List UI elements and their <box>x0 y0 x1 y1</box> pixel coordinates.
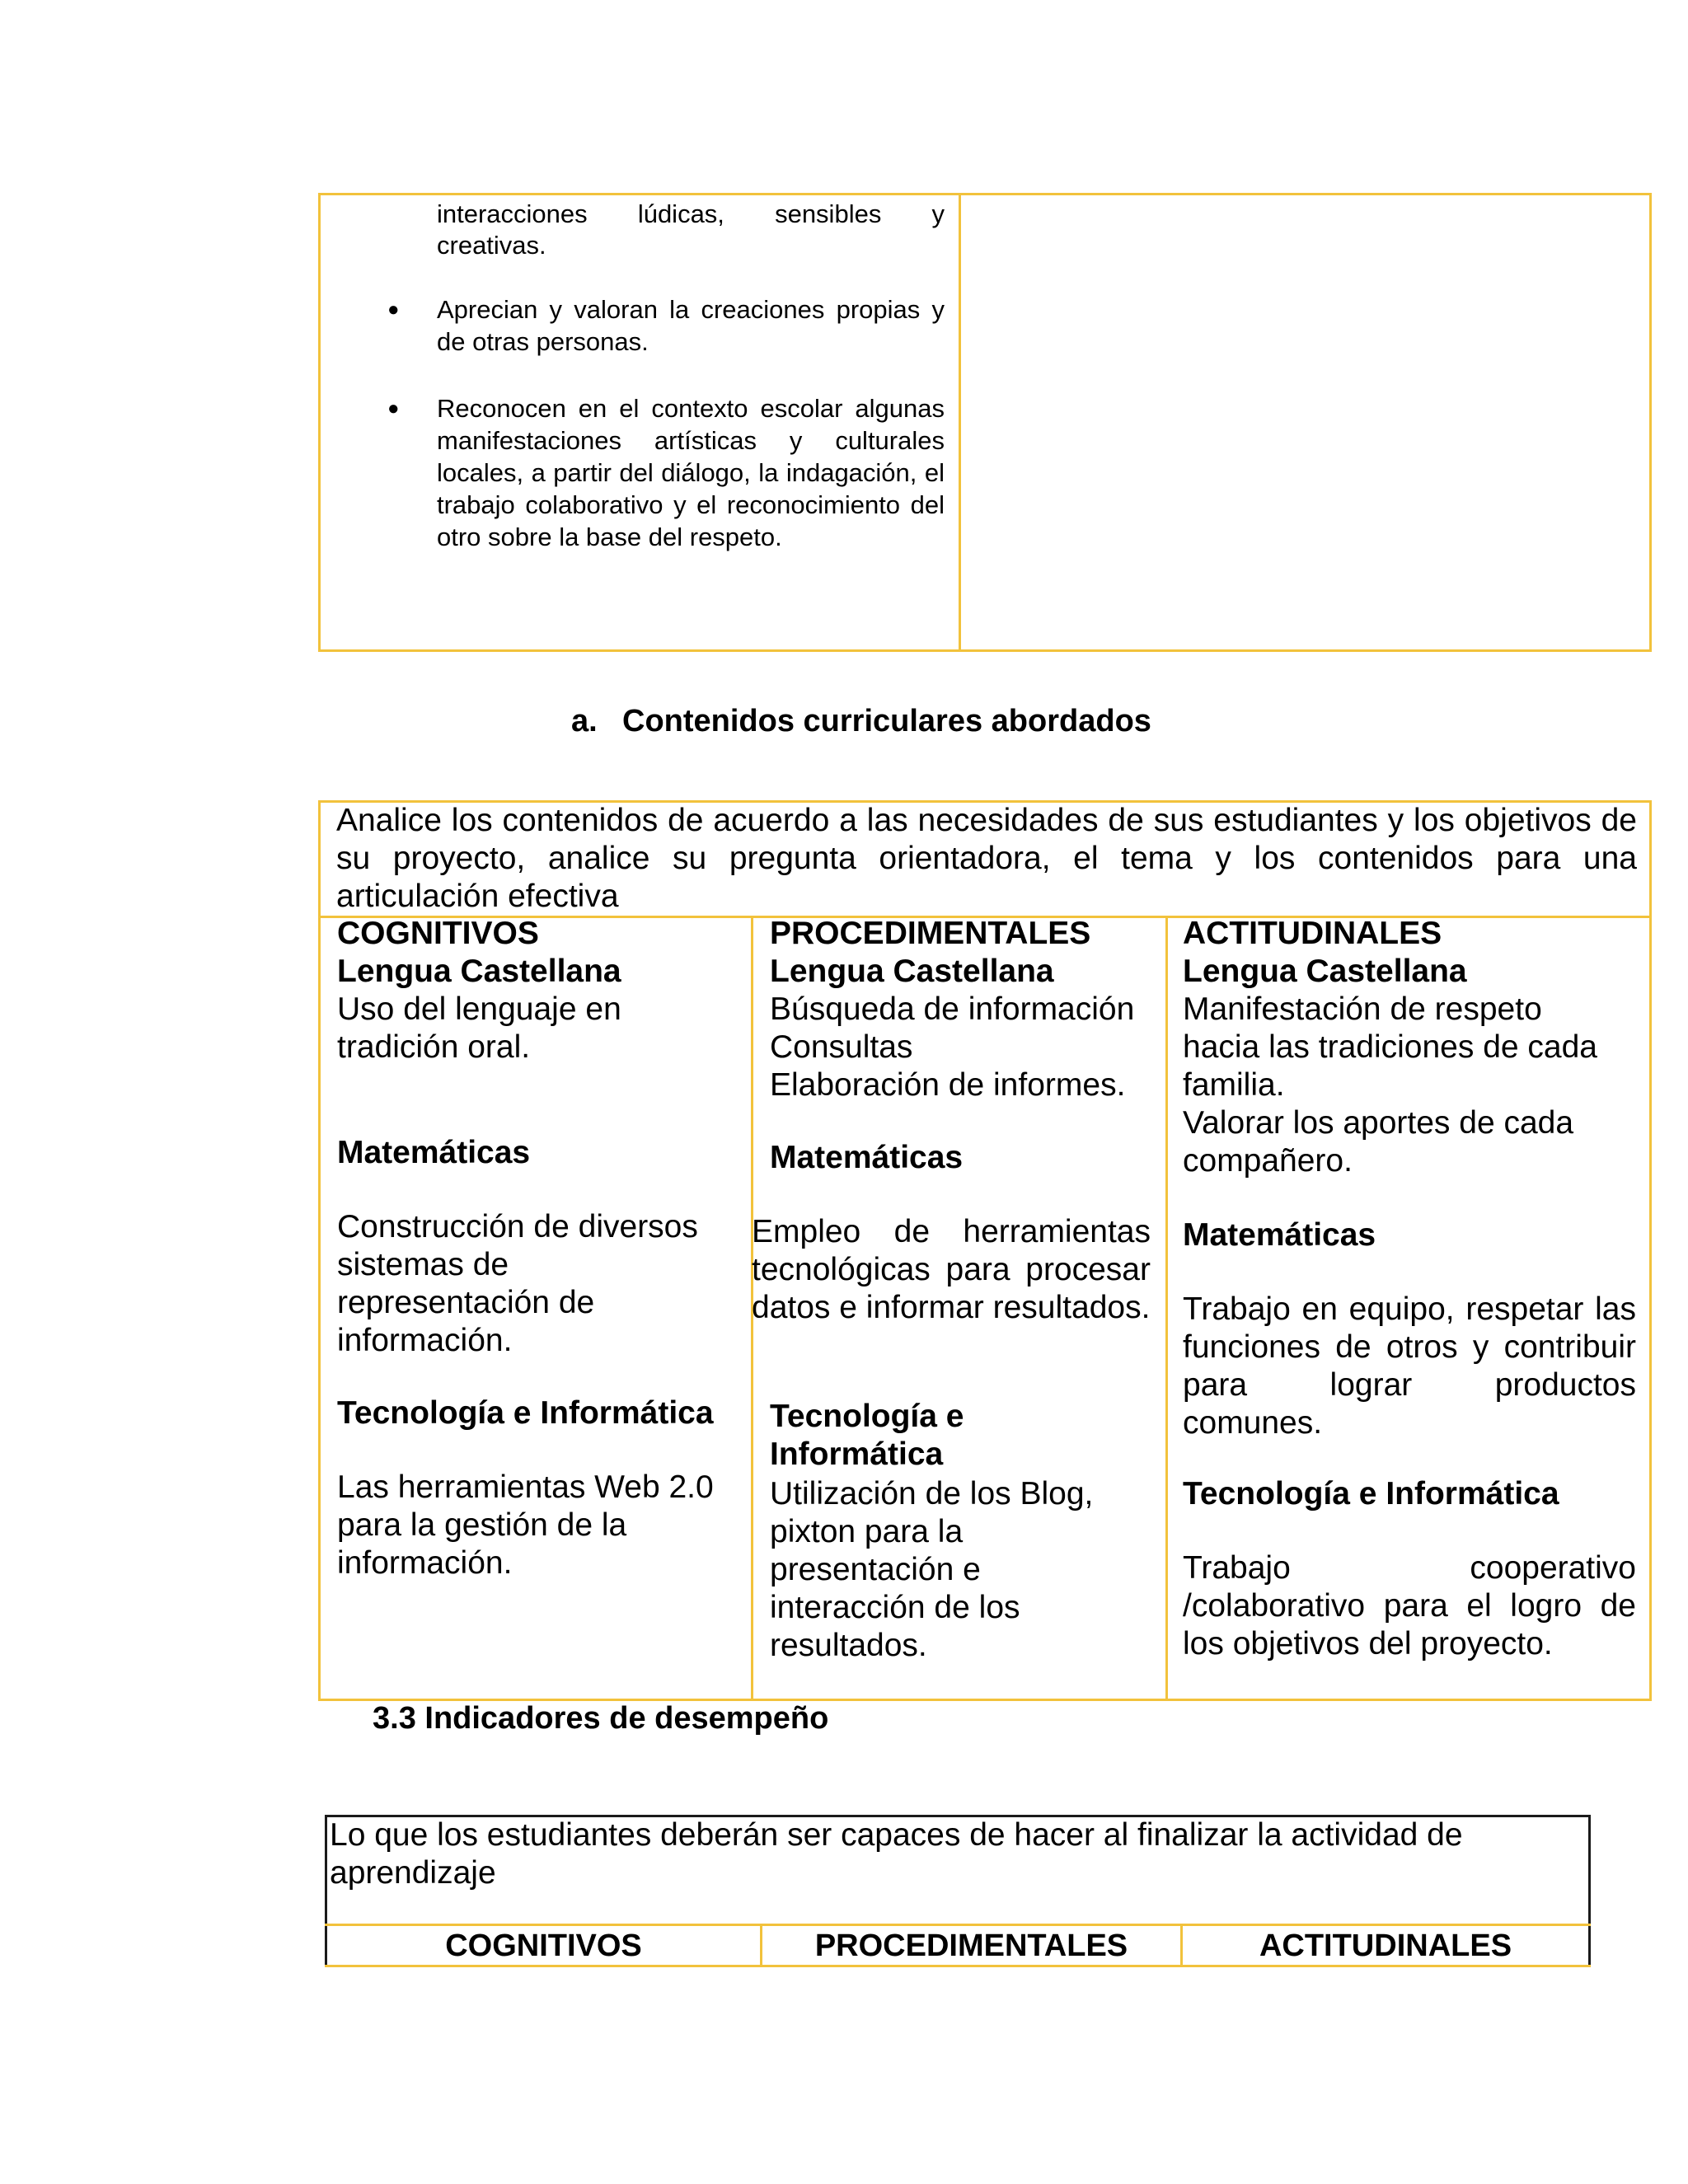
col-actitudinales-header: ACTITUDINALES <box>1183 916 1442 951</box>
col-actitudinales-lengua-text-1: Manifestación de respeto hacia las tradiciones de cada familia. <box>1183 991 1597 1103</box>
col-cognitivos-mat-title: Matemáticas <box>337 1135 531 1170</box>
section-33-title: 3.3 Indicadores de desempeño <box>373 1701 829 1736</box>
contents-intro: Analice los contenidos de acuerdo a las necesidades de sus estudiantes y los objetivos de su proyecto, analice su pregunta orientadora, el tema y los contenidos para una articulación efectiva <box>336 803 1637 914</box>
col-actitudinales-mat-text: Trabajo en equipo, respetar las funciones de otros y contribuir para lograr productos comunes. <box>1183 1291 1636 1441</box>
col-procedimentales-lengua-text-1: Búsqueda de información <box>770 991 1135 1027</box>
col-cognitivos-mat-text: Construcción de diversos sistemas de representación de información. <box>337 1209 698 1358</box>
top-table-item-3: Reconocen en el contexto escolar algunas manifestaciones artísticas y culturales locales, a partir del diálogo, la indagación, el trabajo colaborativo y el reconocimiento del otro sobre la base del respeto. <box>437 394 945 551</box>
col-procedimentales-mat-text: Empleo de herramientas tecnológicas para procesar datos e informar resultados. <box>752 1214 1151 1325</box>
col-cognitivos-tec-title: Tecnología e Informática <box>337 1395 714 1431</box>
col-cognitivos-lengua-text: Uso del lenguaje en tradición oral. <box>337 991 621 1065</box>
line1-word: lúdicas, <box>637 199 724 228</box>
col-procedimentales-lengua-text-2: Consultas <box>770 1029 913 1065</box>
top-table-divider <box>959 193 961 652</box>
col-cognitivos-lengua-title: Lengua Castellana <box>337 954 621 989</box>
top-table-line1-end: creativas. <box>437 231 546 260</box>
indicators-intro: Lo que los estudiantes deberán ser capaces de hacer al finalizar la actividad de aprendizaje <box>330 1817 1463 1891</box>
top-table-line1 <box>437 198 945 230</box>
col-actitudinales-tec-title: Tecnología e Informática <box>1183 1476 1559 1511</box>
col-actitudinales-mat-title: Matemáticas <box>1183 1217 1376 1253</box>
col-procedimentales-lengua-title: Lengua Castellana <box>770 954 1054 989</box>
col-procedimentales-header: PROCEDIMENTALES <box>770 916 1091 951</box>
line1-word: interacciones <box>437 199 588 228</box>
col-procedimentales-tec-text: Utilización de los Blog, pixton para la presentación e interacción de los resultados. <box>770 1476 1094 1663</box>
col-actitudinales-lengua-text-2: Valorar los aportes de cada compañero. <box>1183 1105 1574 1179</box>
col-procedimentales-mat-title: Matemáticas <box>770 1140 964 1175</box>
col-cognitivos-tec-text: Las herramientas Web 2.0 para la gestión de la información. <box>337 1469 714 1581</box>
top-table-item-2: Aprecian y valoran la creaciones propias y de otras personas. <box>437 295 945 356</box>
bullet-icon: ● <box>387 298 400 321</box>
line1-word: y <box>931 199 945 228</box>
col-procedimentales-lengua-text-3: Elaboración de informes. <box>770 1067 1126 1103</box>
indicators-header-procedimentales: PROCEDIMENTALES <box>814 1929 1128 1963</box>
section-a-marker: a. <box>571 704 598 738</box>
col-cognitivos-header: COGNITIVOS <box>337 916 539 951</box>
indicators-header-actitudinales: ACTITUDINALES <box>1259 1929 1512 1963</box>
section-a-title: Contenidos curriculares abordados <box>622 704 1151 738</box>
col-actitudinales-lengua-title: Lengua Castellana <box>1183 954 1467 989</box>
line1-word: sensibles <box>775 199 882 228</box>
col-procedimentales-tec-title: Tecnología e Informática <box>770 1399 964 1472</box>
indicators-header-cognitivos: COGNITIVOS <box>445 1929 642 1963</box>
col-actitudinales-tec-text: Trabajo cooperativo /colaborativo para el logro de los objetivos del proyecto. <box>1183 1550 1636 1661</box>
contents-col-divider-2 <box>1165 916 1168 1701</box>
bullet-icon: ● <box>387 397 400 419</box>
